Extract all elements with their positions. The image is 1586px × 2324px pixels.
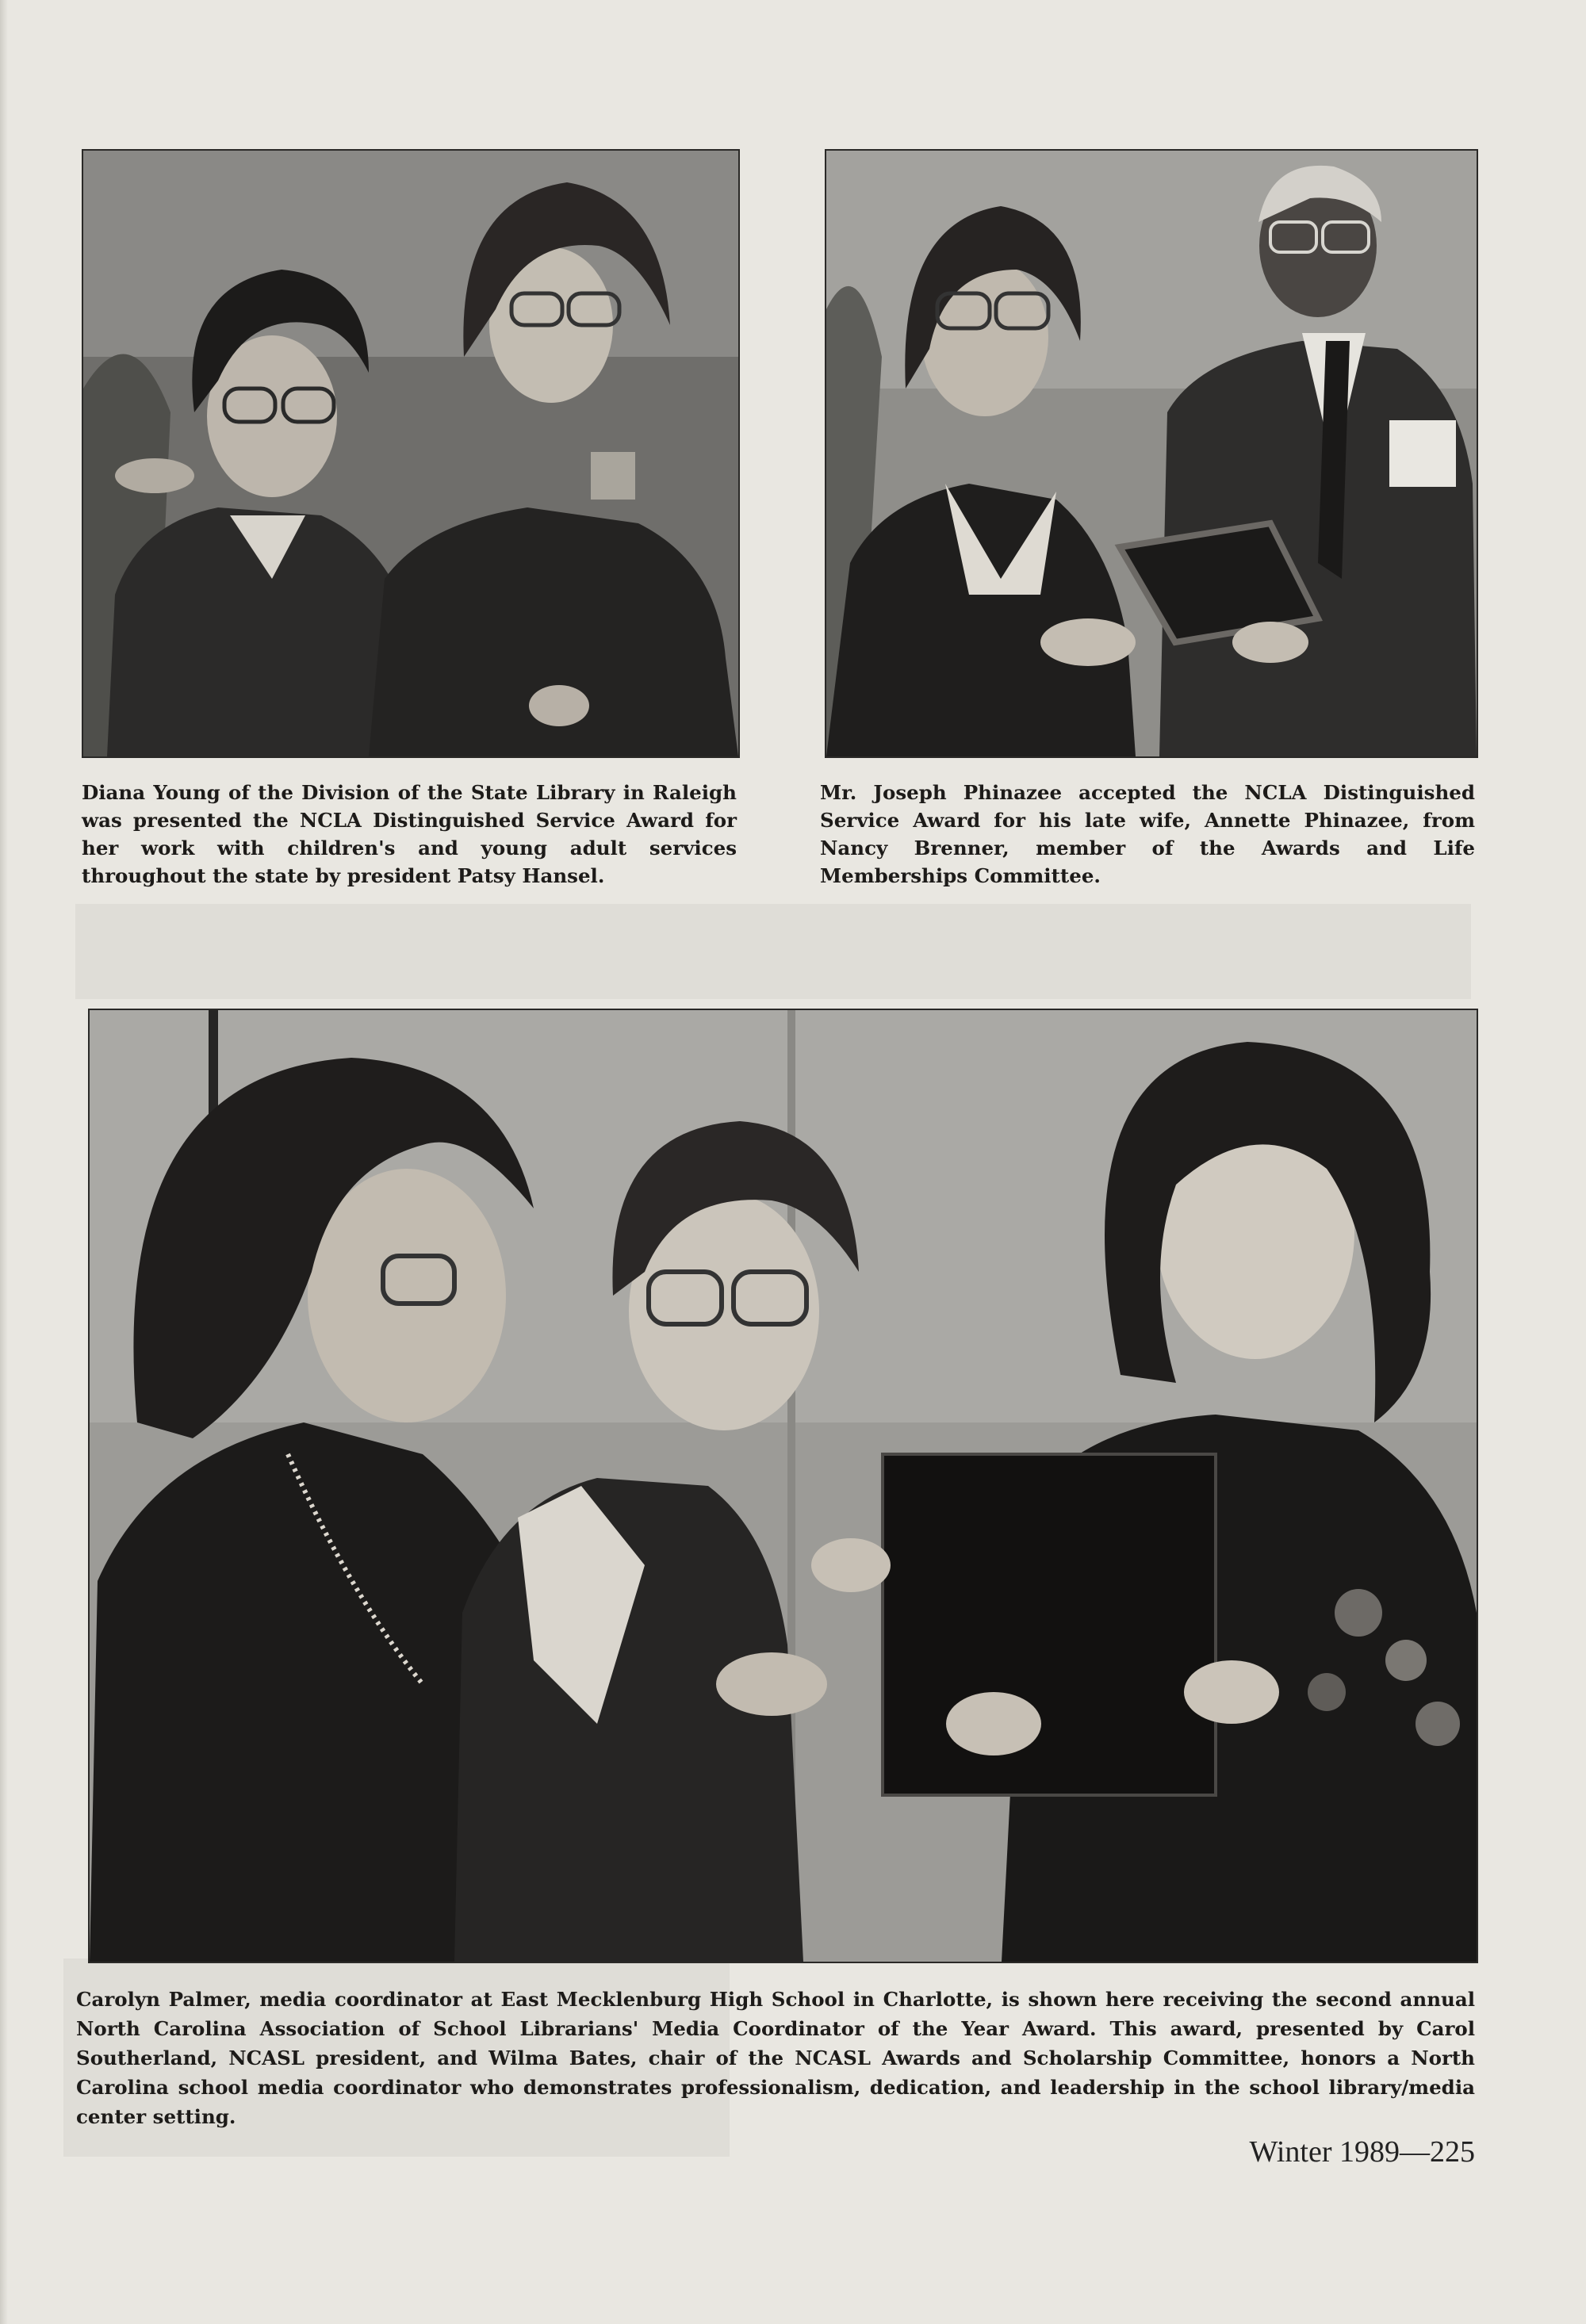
show-through-block (75, 904, 1471, 999)
photo-joseph-phinazee-image (826, 151, 1477, 756)
photo-diana-young-image (83, 151, 738, 756)
caption-joseph-phinazee: Mr. Joseph Phinazee accepted the NCLA Distinguished Service Award for his late wife, Annette Phinazee, from Nancy Brenner, member of the Awards and Life Memberships Committee. (820, 781, 1475, 887)
photo-joseph-phinazee (825, 149, 1478, 758)
photo-carolyn-palmer (88, 1009, 1478, 1963)
caption-carolyn-palmer: Carolyn Palmer, media coordinator at East Mecklenburg High School in Charlotte, is shown here receiving the second annual North Carolina Association of School Librarians' Media Coordinator of the Year Award. This award, presented by Carol Southerland, NCASL president, and Wilma Bates, chair of the NCASL Awards and Scholarship Committee, honors a North Carolina school media coordinator who demonstrates professionalism, dedication, and leadership in the school library/media center setting. (76, 1988, 1475, 2128)
photo-carolyn-palmer-image (90, 1010, 1477, 1962)
page-edge (0, 0, 8, 2324)
page-folio: Winter 1989—225 (1249, 2135, 1475, 2169)
caption-diana-young: Diana Young of the Division of the State Library in Raleigh was presented the NCLA Distinguished Service Award for her work with children's and young adult services throughout the state by president Patsy Hansel. (82, 781, 737, 887)
photo-diana-young (82, 149, 740, 758)
